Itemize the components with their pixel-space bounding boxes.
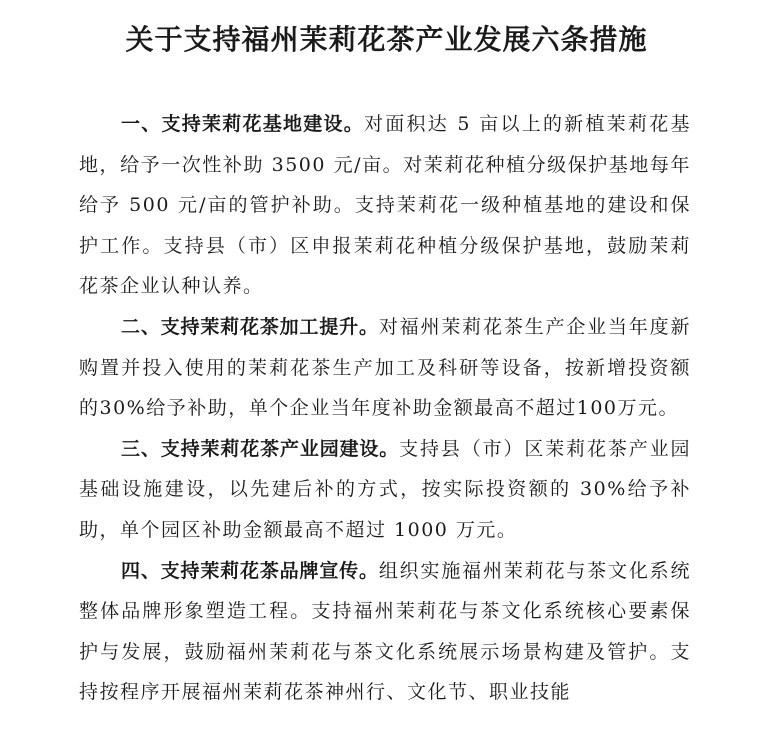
measure-2-text: 对福州茉莉花茶生产企业当年度新购置并投入使用的茉莉花茶生产加工及科研等设备，按新增投资额的30%给予补助，单个企业当年度补助金额最高不超过100万元。 — [79, 315, 691, 420]
measure-4-paragraph — [79, 551, 691, 713]
measure-1-text: 对面积达 5 亩以上的新植茉莉花基地，给予一次性补助 3500 元/亩。对茉莉花种植分级保护基地每年给予 500 元/亩的管护补助。支持茉莉花一级种植基地的建设和保护工作。支持县（市）区申报茉莉花种植分级保护基地，鼓励茉莉花茶企业认种认养。 — [79, 113, 691, 298]
measure-4-heading: 四、支持茉莉花茶品牌宣传。 — [121, 559, 379, 582]
measure-1-paragraph — [79, 104, 691, 307]
measure-2-heading: 二、支持茉莉花茶加工提升。 — [121, 315, 379, 338]
measure-3-heading: 三、支持茉莉花茶产业园建设。 — [121, 437, 400, 460]
measure-3-text: 支持县（市）区茉莉花茶产业园基础设施建设，以先建后补的方式，按实际投资额的 30%给予补助，单个园区补助金额最高不超过 1000 万元。 — [79, 437, 691, 541]
measure-2-paragraph — [79, 307, 691, 429]
document-title: 关于支持福州茉莉花茶产业发展六条措施 — [125, 23, 648, 56]
measure-3-paragraph — [79, 429, 691, 551]
measure-4-text: 组织实施福州茉莉花与茶文化系统整体品牌形象塑造工程。支持福州茉莉花与茶文化系统核心要素保护与发展，鼓励福州茉莉花与茶文化系统展示场景构建及管护。支持按程序开展福州茉莉花茶神州行、文化节、职业技能 — [79, 559, 691, 704]
document-body — [79, 104, 691, 713]
measure-1-heading: 一、支持茉莉花基地建设。 — [121, 113, 365, 135]
